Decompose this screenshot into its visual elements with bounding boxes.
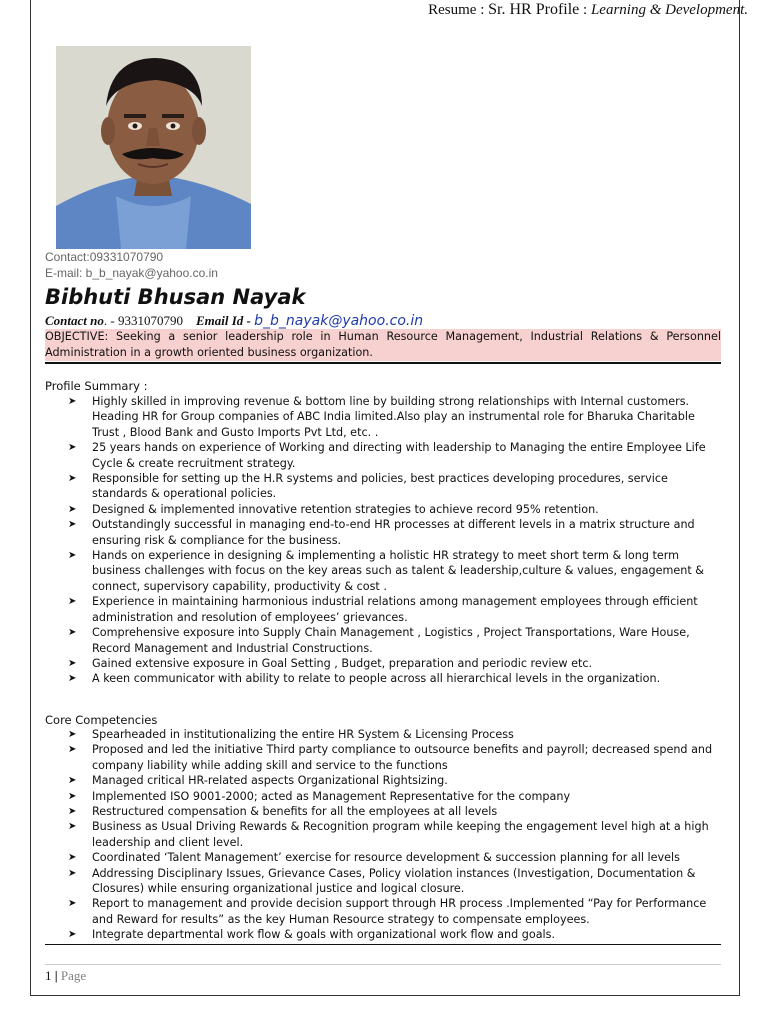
footer-separator: | [51, 968, 61, 983]
bullet-arrow-icon: ➤ [68, 898, 77, 910]
profile-title: Sr. HR Profile [488, 1, 580, 18]
list-item [68, 773, 722, 788]
footer-divider [45, 964, 721, 965]
list-item-text: Proposed and led the initiative Third party compliance to outsource benefits and payroll; decreased spend and company liability while adding skill and service to the functions [92, 743, 713, 772]
resume-label: Resume : [428, 2, 489, 18]
section-divider [45, 362, 721, 364]
list-item [68, 896, 722, 927]
resume-header [428, 1, 748, 19]
core-competencies-title: Core Competencies [45, 713, 158, 727]
contact-number-small: Contact:09331070790 [45, 250, 164, 264]
list-item [68, 671, 722, 686]
list-item [68, 866, 722, 897]
bullet-arrow-icon: ➤ [68, 442, 77, 454]
list-item [68, 850, 722, 865]
bullet-arrow-icon: ➤ [68, 473, 77, 485]
list-item-text: Addressing Disciplinary Issues, Grievance Cases, Policy violation instances (Investigation, Documentation & Closures) while ensuring organizational justice and logical closure. [92, 866, 696, 896]
list-item [68, 742, 722, 773]
contact-label: Contact no [45, 313, 104, 328]
specialization: Learning & Development. [590, 2, 748, 18]
bottom-divider [45, 944, 721, 945]
list-item-text: A keen communicator with ability to relate to people across all hierarchical levels in the organization. [92, 672, 661, 686]
objective-text: : Seeking a senior leadership role in Human Resource Management, Industrial Relations & Personnel Administration in a growth oriented business organization. [45, 330, 721, 359]
list-item-text: Responsible for setting up the H.R systems and policies, best practices developing procedures, service standards & operational policies. [92, 472, 668, 501]
list-item-text: Managed critical HR-related aspects Organizational Rightsizing. [92, 774, 448, 788]
bullet-arrow-icon: ➤ [68, 852, 77, 864]
list-item-text: Coordinated ‘Talent Management’ exercise for resource development & succession planning for all levels [92, 851, 680, 865]
list-item-text: 25 years hands on experience of Working and directing with leadership to Managing the entire Employee Life Cycle & create recruitment strategy. [92, 441, 706, 470]
list-item-text: Report to management and provide decision support through HR process .Implemented “Pay for Performance and Reward for results” as the key Human Resource strategy to compensate employees. [92, 897, 707, 926]
email-label: Email Id - [195, 313, 255, 328]
bullet-arrow-icon: ➤ [68, 775, 77, 787]
list-item-text: Comprehensive exposure into Supply Chain Management , Logistics , Project Transportations, Ware House, Record Management and Industrial Constructions. [92, 626, 690, 655]
list-item [68, 927, 722, 942]
email-small: E-mail: b_b_nayak@yahoo.co.in [45, 266, 218, 280]
bullet-arrow-icon: ➤ [68, 790, 77, 802]
list-item-text: Hands on experience in designing & implementing a holistic HR strategy to meet short term & long term business challenges with focus on the key areas such as talent & leadership,culture & values, engagement & connect, supervisory capability, productivity & cost . [92, 549, 705, 593]
page-footer [45, 968, 86, 984]
list-item-text: Highly skilled in improving revenue & bottom line by building strong relationships with Internal customers. Heading HR for Group companies of ABC India limited.Also play an instrumental role for Bharuka Charitable Trust , Blood Bank and Gusto Imports Pvt Ltd, etc. . [92, 395, 695, 439]
candidate-name: Bibhuti Bhusan Nayak [45, 285, 306, 309]
bullet-arrow-icon: ➤ [68, 929, 77, 941]
email-link[interactable]: b_b_nayak@yahoo.co.in [254, 313, 424, 329]
list-item [68, 502, 722, 517]
profile-summary-title: Profile Summary : [45, 379, 148, 393]
bullet-arrow-icon: ➤ [68, 519, 77, 531]
list-item [68, 819, 722, 850]
bullet-arrow-icon: ➤ [68, 657, 77, 669]
list-item [68, 394, 722, 440]
bullet-arrow-icon: ➤ [68, 806, 77, 818]
portrait-illustration [56, 46, 251, 249]
objective [45, 329, 721, 361]
list-item [68, 804, 722, 819]
list-item-text: Business as Usual Driving Rewards & Recognition program while keeping the engagement level high at a high leadership and client level. [92, 820, 709, 849]
list-item-text: Integrate departmental work flow & goals with organizational work flow and goals. [92, 928, 556, 942]
list-item [68, 594, 722, 625]
list-item-text: Spearheaded in institutionalizing the entire HR System & Licensing Process [92, 728, 514, 741]
list-item-text: Outstandingly successful in managing end-to-end HR processes at different levels in a matrix structure and ensuring risk & compliance for the business. [92, 518, 695, 547]
list-item [68, 656, 722, 671]
list-item-text: Gained extensive exposure in Goal Setting , Budget, preparation and periodic review etc. [92, 656, 593, 670]
list-item-text: Experience in maintaining harmonious industrial relations among management employees through efficient administration and resolution of employees’ grievances. [92, 595, 698, 624]
list-item [68, 727, 722, 742]
page-number: 1 [45, 968, 52, 983]
bullet-arrow-icon: ➤ [68, 396, 77, 407]
bullet-arrow-icon: ➤ [68, 627, 77, 639]
list-item-text: Restructured compensation & benefits for all the employees at all levels [92, 805, 498, 819]
list-item [68, 789, 722, 804]
bullet-arrow-icon: ➤ [68, 550, 77, 562]
bullet-arrow-icon: ➤ [68, 729, 77, 740]
contact-value: . - 9331070790 [103, 313, 183, 328]
list-item [68, 440, 722, 471]
list-item [68, 625, 722, 656]
bullet-arrow-icon: ➤ [68, 673, 77, 685]
objective-label: OBJECTIVE [45, 330, 105, 343]
core-competencies-list [68, 727, 722, 943]
list-item [68, 471, 722, 502]
list-item [68, 548, 722, 594]
bullet-arrow-icon: ➤ [68, 503, 77, 515]
bullet-arrow-icon: ➤ [68, 821, 77, 833]
list-item-text: Designed & implemented innovative retention strategies to achieve record 95% retention. [92, 502, 599, 516]
list-item-text: Implemented ISO 9001-2000; acted as Management Representative for the company [92, 789, 571, 803]
contact-line [45, 313, 423, 329]
bullet-arrow-icon: ➤ [68, 867, 77, 879]
profile-summary-list [68, 394, 722, 687]
profile-photo [56, 46, 251, 249]
page-label: Page [60, 968, 87, 983]
bullet-arrow-icon: ➤ [68, 744, 77, 756]
list-item [68, 517, 722, 548]
header-separator: : [579, 2, 591, 18]
bullet-arrow-icon: ➤ [68, 596, 77, 608]
